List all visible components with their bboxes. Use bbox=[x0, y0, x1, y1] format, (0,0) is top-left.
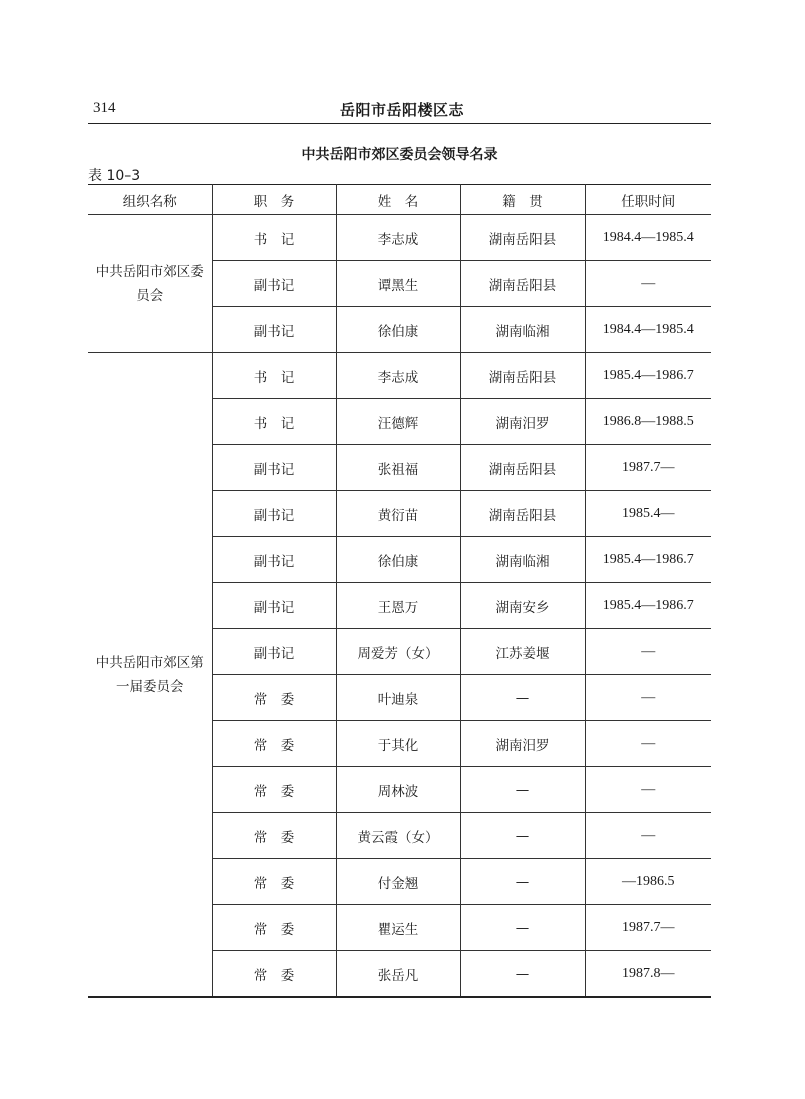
origin-cell: — bbox=[460, 675, 585, 721]
name-cell: 叶迪泉 bbox=[336, 675, 460, 721]
name-cell: 张岳凡 bbox=[336, 951, 460, 998]
origin-cell: 湖南汨罗 bbox=[460, 399, 585, 445]
name-cell: 周林波 bbox=[336, 767, 460, 813]
term-cell: 1985.4—1986.7 bbox=[585, 583, 711, 629]
origin-cell: 湖南临湘 bbox=[460, 537, 585, 583]
name-cell: 黄衍苗 bbox=[336, 491, 460, 537]
position-cell: 副书记 bbox=[212, 537, 336, 583]
term-cell: — bbox=[585, 767, 711, 813]
term-cell: 1986.8—1988.5 bbox=[585, 399, 711, 445]
position-cell: 书 记 bbox=[212, 215, 336, 261]
term-cell: 1984.4—1985.4 bbox=[585, 215, 711, 261]
page-number: 314 bbox=[93, 100, 116, 116]
origin-cell: 湖南岳阳县 bbox=[460, 491, 585, 537]
name-cell: 李志成 bbox=[336, 353, 460, 399]
term-cell: —1986.5 bbox=[585, 859, 711, 905]
origin-cell: — bbox=[460, 859, 585, 905]
term-cell: 1984.4—1985.4 bbox=[585, 307, 711, 353]
position-cell: 常 委 bbox=[212, 905, 336, 951]
origin-cell: 湖南临湘 bbox=[460, 307, 585, 353]
column-header-origin: 籍 贯 bbox=[460, 185, 585, 215]
position-cell: 副书记 bbox=[212, 491, 336, 537]
position-cell: 书 记 bbox=[212, 399, 336, 445]
position-cell: 常 委 bbox=[212, 721, 336, 767]
table-label: 表 10–3 bbox=[88, 168, 141, 184]
name-cell: 黄云霞（女） bbox=[336, 813, 460, 859]
org-name-cell: 中共岳阳市郊区委员会 bbox=[88, 215, 212, 353]
table-body bbox=[88, 215, 711, 998]
position-cell: 副书记 bbox=[212, 583, 336, 629]
position-cell: 副书记 bbox=[212, 261, 336, 307]
running-title: 岳阳市岳阳楼区志 bbox=[340, 101, 465, 119]
origin-cell: — bbox=[460, 767, 585, 813]
position-cell: 副书记 bbox=[212, 445, 336, 491]
term-cell: 1987.7— bbox=[585, 445, 711, 491]
table-title: 中共岳阳市郊区委员会领导名录 bbox=[301, 147, 498, 163]
name-cell: 于其化 bbox=[336, 721, 460, 767]
name-cell: 王恩万 bbox=[336, 583, 460, 629]
column-header-term: 任职时间 bbox=[585, 185, 711, 215]
name-cell: 汪德辉 bbox=[336, 399, 460, 445]
column-header-name: 姓 名 bbox=[336, 185, 460, 215]
position-cell: 副书记 bbox=[212, 629, 336, 675]
term-cell: — bbox=[585, 261, 711, 307]
origin-cell: — bbox=[460, 905, 585, 951]
term-cell: 1987.7— bbox=[585, 905, 711, 951]
origin-cell: 湖南安乡 bbox=[460, 583, 585, 629]
position-cell: 常 委 bbox=[212, 859, 336, 905]
term-cell: 1985.4— bbox=[585, 491, 711, 537]
header-rule bbox=[88, 123, 711, 124]
name-cell: 付金翘 bbox=[336, 859, 460, 905]
position-cell: 常 委 bbox=[212, 675, 336, 721]
position-cell: 书 记 bbox=[212, 353, 336, 399]
origin-cell: 湖南汨罗 bbox=[460, 721, 585, 767]
origin-cell: 湖南岳阳县 bbox=[460, 261, 585, 307]
name-cell: 李志成 bbox=[336, 215, 460, 261]
term-cell: — bbox=[585, 629, 711, 675]
term-cell: 1985.4—1986.7 bbox=[585, 537, 711, 583]
name-cell: 徐伯康 bbox=[336, 537, 460, 583]
origin-cell: 湖南岳阳县 bbox=[460, 215, 585, 261]
term-cell: 1985.4—1986.7 bbox=[585, 353, 711, 399]
table-row bbox=[88, 215, 711, 261]
position-cell: 常 委 bbox=[212, 813, 336, 859]
name-cell: 瞿运生 bbox=[336, 905, 460, 951]
position-cell: 常 委 bbox=[212, 951, 336, 998]
table-row bbox=[88, 353, 711, 399]
name-cell: 张祖福 bbox=[336, 445, 460, 491]
origin-cell: 湖南岳阳县 bbox=[460, 445, 585, 491]
leadership-table bbox=[88, 184, 711, 998]
origin-cell: 江苏姜堰 bbox=[460, 629, 585, 675]
column-header-org: 组织名称 bbox=[88, 185, 212, 215]
name-cell: 徐伯康 bbox=[336, 307, 460, 353]
table-header-row bbox=[88, 185, 711, 215]
origin-cell: 湖南岳阳县 bbox=[460, 353, 585, 399]
term-cell: — bbox=[585, 675, 711, 721]
position-cell: 副书记 bbox=[212, 307, 336, 353]
origin-cell: — bbox=[460, 951, 585, 998]
term-cell: — bbox=[585, 721, 711, 767]
name-cell: 周爱芳（女） bbox=[336, 629, 460, 675]
term-cell: — bbox=[585, 813, 711, 859]
column-header-position: 职 务 bbox=[212, 185, 336, 215]
position-cell: 常 委 bbox=[212, 767, 336, 813]
name-cell: 谭黑生 bbox=[336, 261, 460, 307]
origin-cell: — bbox=[460, 813, 585, 859]
org-name-cell: 中共岳阳市郊区第一届委员会 bbox=[88, 353, 212, 998]
term-cell: 1987.8— bbox=[585, 951, 711, 998]
